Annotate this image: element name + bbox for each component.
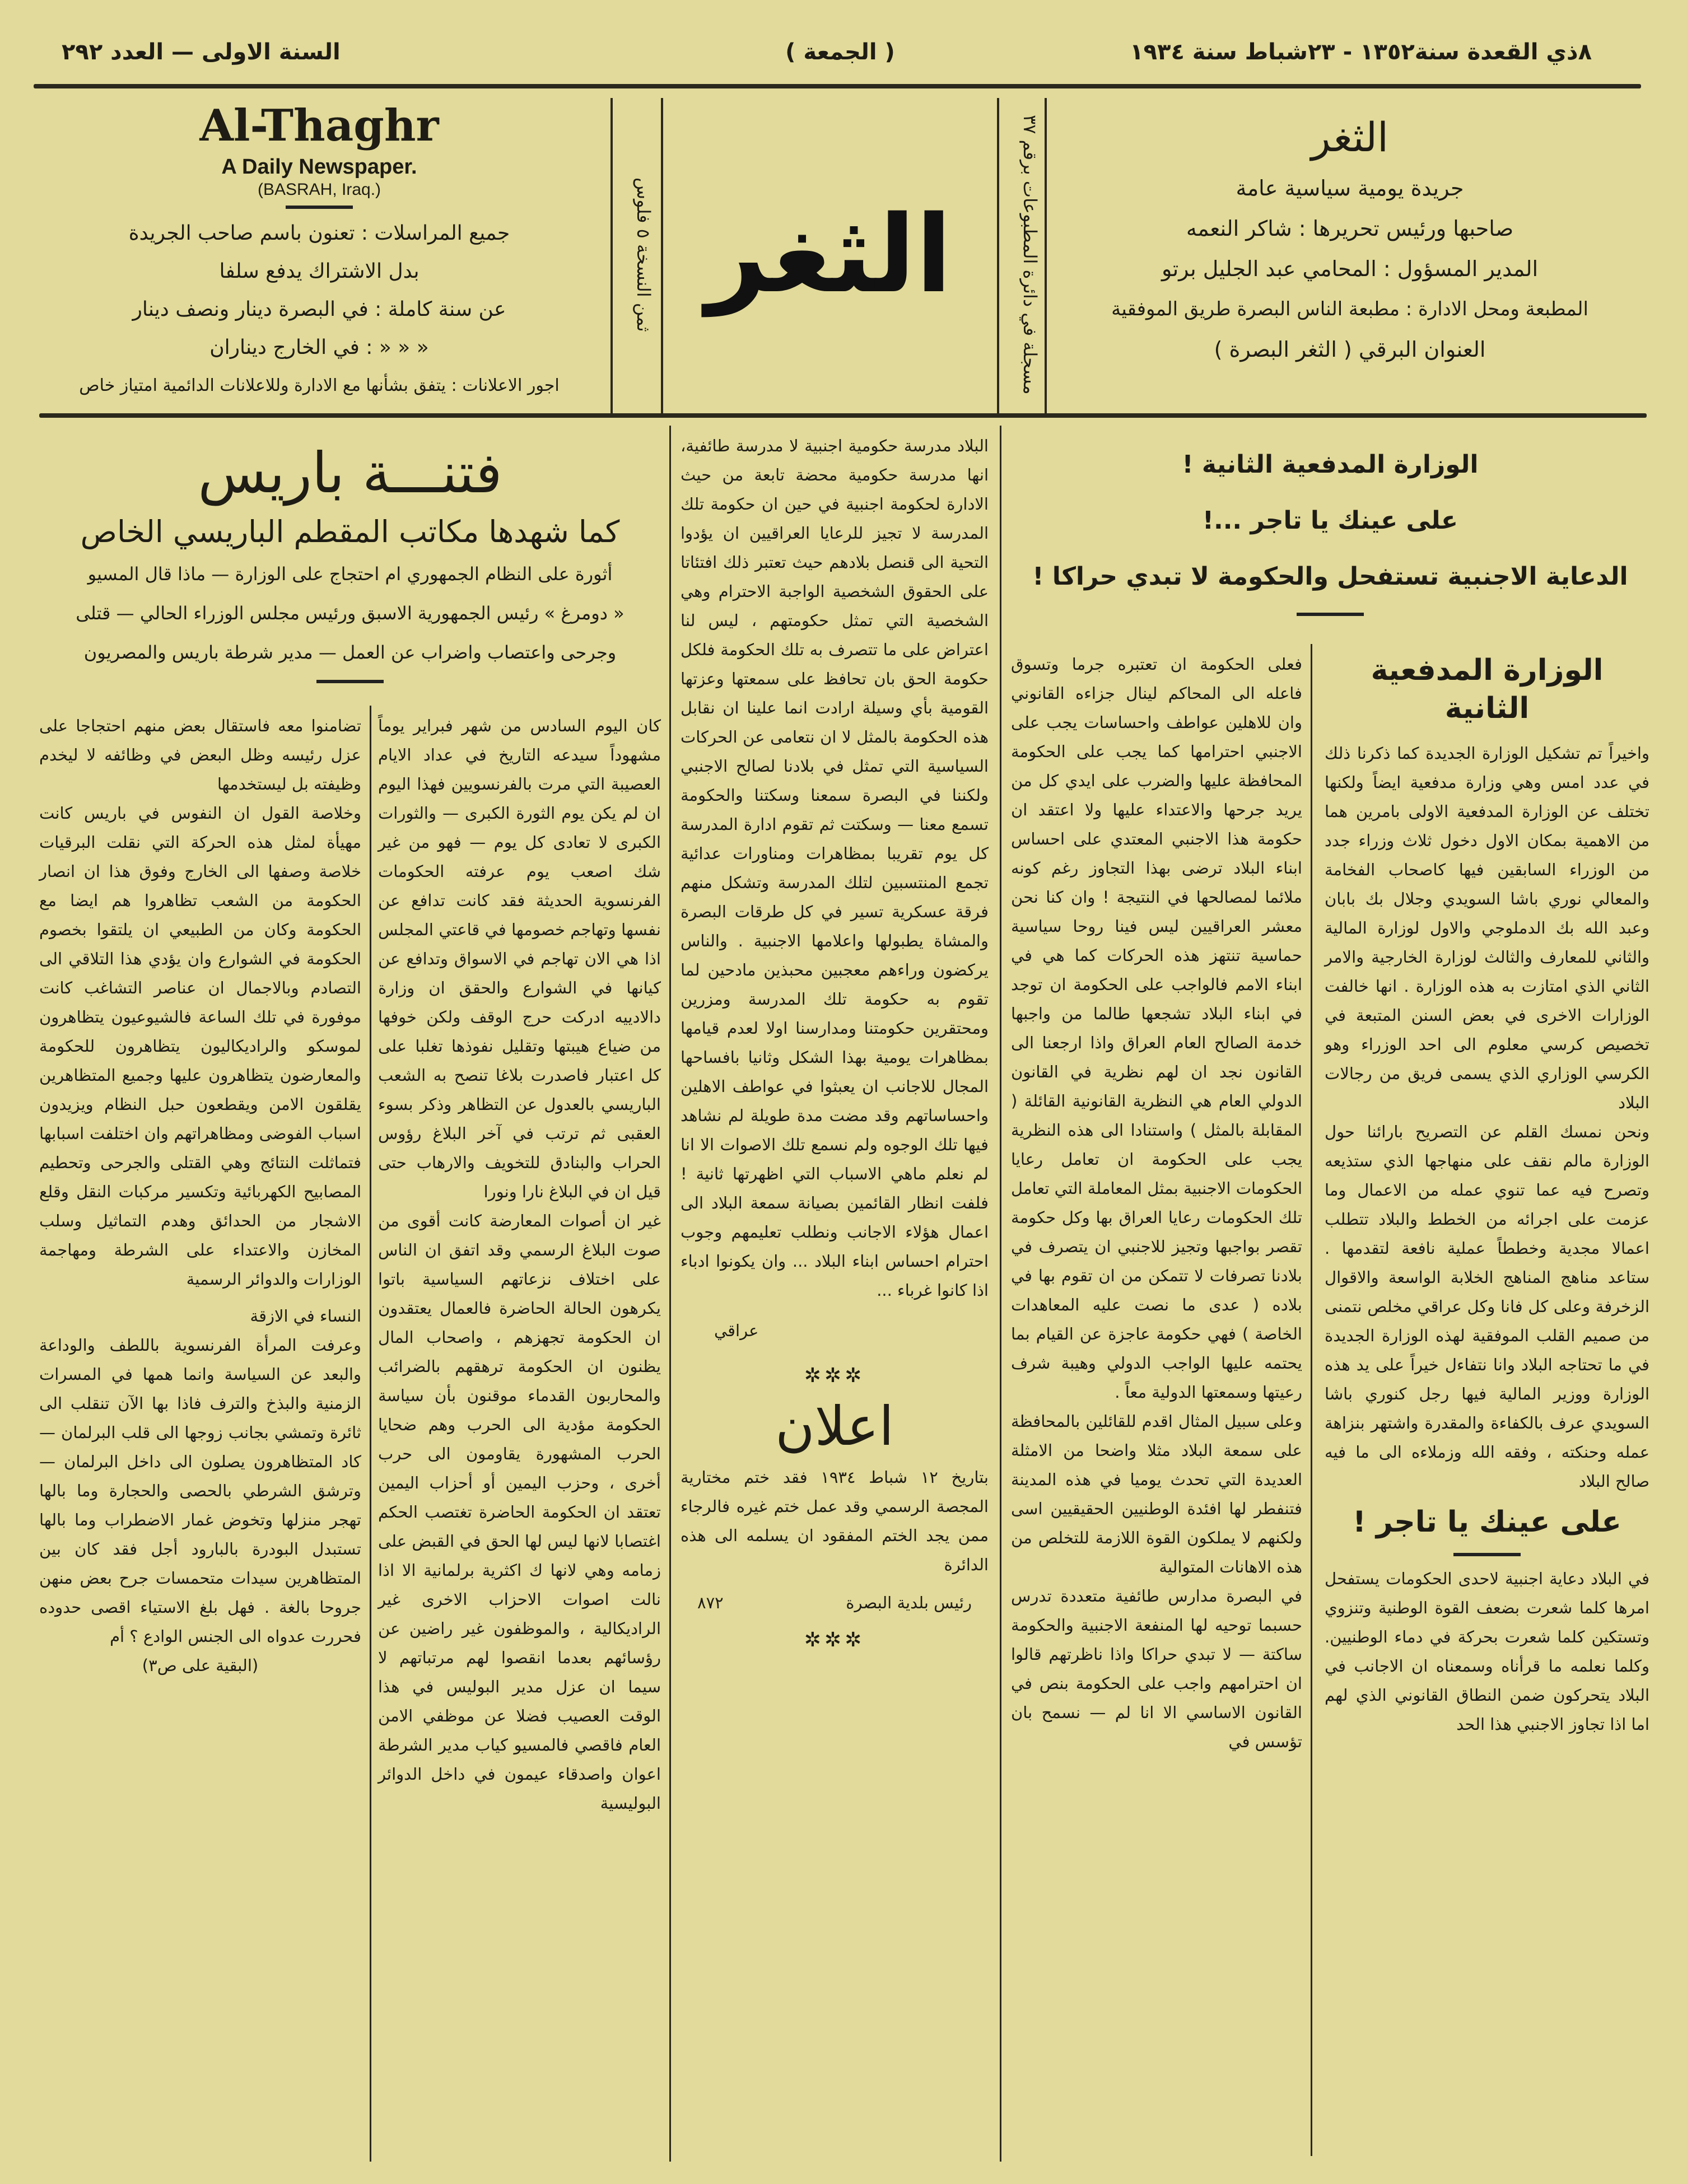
newspaper-logo: الثغر (706, 193, 952, 316)
masthead-line: المدير المسؤول : المحامي عبد الجليل برتو (1161, 256, 1539, 281)
divider (1297, 613, 1364, 616)
article-second-ministry (1325, 644, 1649, 1739)
divider (1453, 1553, 1521, 1556)
masthead-subtitle-en: A Daily Newspaper. (221, 155, 417, 179)
summary-line: « دومرغ » رئيس الجمهورية الاسبق ورئيس مجلس الوزراء الحالي — قتلى (76, 603, 625, 624)
masthead-title-en: Al-Thaghr (199, 100, 439, 151)
subheadline: كما شهدها مكاتب المقطم الباريسي الخاص (80, 514, 620, 549)
article-foreign-propaganda (1011, 650, 1302, 1756)
headline: على عينك يا تاجر ...! (1202, 506, 1458, 535)
masthead-info-right (1053, 106, 1647, 370)
ad-footer (697, 1588, 972, 1617)
ad-number: ٨٧٢ (697, 1593, 724, 1612)
column-divider (370, 706, 371, 2162)
lead-headlines (1008, 437, 1652, 624)
masthead-line: جريدة يومية سياسية عامة (1236, 176, 1464, 200)
divider (611, 98, 613, 414)
article-paragraph: في البصرة مدارس طائفية متعددة تدرس حسبما توحيه لها المنفعة الاجنبية والحكومة ساكتة — لا تبدي حراكا واذا ناظرتهم قالوا ان احترامهم واجب على الحكومة بنص في القانون الاساسي الا انا لم — نسمح بان تؤسس في (1011, 1586, 1302, 1751)
column-divider (1000, 426, 1001, 2162)
masthead-line: العنوان البرقي ( الثغر البصرة ) (1214, 337, 1486, 362)
divider (1045, 98, 1047, 414)
masthead-line: المطبعة ومحل الادارة : مطبعة الناس البصرة طريق الموفقية (1111, 298, 1588, 320)
article-paragraph: فعلى الحكومة ان تعتبره جرما وتسوق فاعله الى المحاكم لينال جزاءه القانوني وان للاهلين عواطف واحساسات يجب على الاجنبي احترامها كما يجب على الحكومة المحافظة عليها والضرب على ايدي كل من يريد جرحها والاعتداء عليها ولا اعتقد ان حكومة هذا الاجنبي المعتدي على احساس ابناء البلاد ترضى بهذا التجاوز رغم كونه ملائما لمصالحها في النتيجة ! وان كنا نحن معشر العراقيين ليس فينا روحا سياسية حماسية تنتهز هذه الحركات كما هي في ابناء الامم فالواجب على الحكومة ان توجد في ابناء البلاد تشجعها طالما من واجبها خدمة الصالح العام العراق واذا ارجعنا الى القانون نجد ان لهم نظرية في القانون الدولي العام هي النظرية القانونية القائلة ( المقابلة بالمثل ) واستنادا الى هذه النظرية يجب على الحكومة ان تعامل رعايا الحكومات الاجنبية بمثل المعاملة التي تعامل تلك الحكومات رعايا العراق بها وكل حكومة تقصر بواجبها وتجيز للاجنبي ان يتصرف في بلادنا تصرفات لا تتمكن من ان تقوم بها في بلاده ( عدى ما نصت عليه المعاهدات الخاصة ) فهي حكومة عاجزة عن القيام بما يحتمه عليها الواجب الدولي وهيبة شرف رعيتها وسمعتها الدولية معاً . (1011, 655, 1302, 1402)
divider (997, 98, 999, 414)
column-divider (669, 426, 671, 2162)
section-heading: النساء في الازقة (250, 1306, 361, 1326)
article-paragraph: وعلى سبيل المثال اقدم للقائلين بالمحافظة على سمعة البلاد مثلا واضحا من الامثلة العديدة التي تحدث يوميا في هذه المدينة فتنفطر لها افئدة الوطنيين الحقيقيين اسى ولكنهم لا يملكون القوة اللازمة للتخلص من هذه الاهانات المتوالية (1011, 1412, 1302, 1576)
masthead-line: صاحبها ورئيس تحريرها : شاكر النعمه (1186, 216, 1514, 241)
article-paragraph: غير ان أصوات المعارضة كانت أقوى من صوت البلاغ الرسمي وقد اتفق ان الناس على اختلاف نزعاتهم السياسية باتوا يكرهون الحالة الحاضرة فالعمال يعتقدون ان الحكومة تجهزهم ، واصحاب المال يظنون ان الحكومة ترهقهم بالضرائب والمحاربون القدماء موقنون بأن سياسة الحكومة مؤدية الى الحرب وهم ضحايا الحرب المشهورة يقاومون الى حرب أخرى ، وحزب اليمين أو أحزاب اليمين تعتقد ان الحكومة الحاضرة تغتصب الحكم اغتصابا لانها ليس لها الحق في القبض على زمامه وهي لانها ك اكثرية برلمانية الا اذا نالت اصوات الاحزاب الاخرى غير الراديكالية ، والموظفون غير راضين عن رؤسائهم بعدما انقصوا لهم مرتباتهم لا سيما ان عزل مدير البوليس في هذا الوقت العصيب فضلا عن موظفي الامن العام فاقصي فالمسيو كياب مدير الشرطة اعوان واصدقاء عيمون في داخل الدوائر البوليسية (378, 1211, 661, 1813)
masthead-top-rule (34, 84, 1641, 88)
masthead-title-ar: الثغر (1311, 114, 1389, 161)
divider (316, 680, 384, 683)
ad-title: اعلان (775, 1395, 894, 1458)
article-paragraph: وعرفت المرأة الفرنسوية باللطف والوداعة والبعد عن السياسة وانما همها في المسرات الزمنية والبذخ والترف فاذا بها الآن تنقلب الى ثائرة وتمشي بجانب زوجها الى قلب البرلمان — كاد المتظاهرون يصلون الى داخل البرلمان — وترشق الشرطي بالحصى والحجارة وما بالها تهجر منزلها وتخوض غمار الاضطراب وما بالها تستبدل البودرة بالبارود أجل فقد كان بين المتظاهرين سيدات متحمسات جرح بعض منهن جروحا بالغة . فهل بلغ الاستياء اقصى حدوده فحررت عدواه الى الجنس الوادع ؟ أم (39, 1336, 361, 1646)
masthead-line: اجور الاعلانات : يتفق بشأنها مع الادارة وللاعلانات الدائمية امتياز خاص (79, 376, 560, 395)
article-paris-part2 (39, 711, 361, 1680)
summary-line: وجرحى واعتصاب واضراب عن العمل — مدير شرطة باريس والمصريون (83, 642, 617, 663)
issue-day: ( الجمعة ) (785, 39, 895, 65)
issue-number: السنة الاولى — العدد ٢٩٢ (62, 39, 341, 65)
masthead-line: عن سنة كاملة : في البصرة دينار ونصف دينار (132, 298, 506, 321)
article-paragraph: واخيراً تم تشكيل الوزارة الجديدة كما ذكرنا ذلك في عدد امس وهي وزارة مدفعية ايضاً ولكنها تختلف عن الوزارة المدفعية الاولى بامرين هما من الاهمية بمكان الاول دخول ثلاث وزراء جدد من الوزراء السابقين فيها كاصحاب الفخامة والمعالي نوري باشا السويدي وجلال بك بابان وعبد الله بك الدملوجي والاول لوزارة المالية والثاني للمعارف والثالث لوزارة الخارجية والامر الثاني الذي امتازت به هذه الوزارة . انها خالفت الوزارات الاخرى في بعض السنن المتبعة في تخصيص كرسي معلوم الى احد الوزراء وهو الكرسي الوزاري الذي يسمى فريق من رجالات البلاد (1325, 744, 1649, 1113)
masthead-line: « « « : في الخارج ديناران (209, 336, 429, 359)
headline: الدعاية الاجنبية تستفحل والحكومة لا تبدي حراكا ! (1032, 562, 1628, 591)
headline: فتنـــة باريس (198, 440, 502, 506)
headline: الوزارة المدفعية الثانية ! (1182, 450, 1479, 479)
ornament-stars: ✲✲✲ (804, 1628, 865, 1651)
article-heading: الوزارة المدفعية الثانية (1371, 654, 1604, 725)
ornament-stars: ✲✲✲ (804, 1364, 865, 1387)
price-note: ثمن النسخة ٥ فلوس (633, 178, 654, 332)
masthead-line: جميع المراسلات : تعنون باسم صاحب الجريدة (128, 222, 510, 245)
masthead-place-en: (BASRAH, Iraq.) (257, 180, 381, 199)
article-paragraph: في البلاد دعاية اجنبية لاحدى الحكومات يستفحل امرها كلما شعرت بضعف القوة الوطنية وتنزوي وتستكين كلما شعرت بحركة في دماء الوطنيين. وكلما نعلمه ما قرأناه وسمعناه ان الاجانب في البلاد يتحركون ضمن النطاق القانوني الذي لهم اما اذا تجاوز الاجنبي هذا الحد (1325, 1569, 1649, 1734)
article-paragraph: ونحن نمسك القلم عن التصريح بارائنا حول الوزارة مالم نقف على منهاجها الذي ستذيعه وتصرح فيه عما تنوي عمله من الاعمال وما عزمت على اجرائه من الخطط والبلاد تتطلب اعمالا مجدية وخططاً عملية نافعة لتقدمها . ستاعد مناهج المناهج الخلابة الواسعة والاقوال الزخرفة وعلى كل فانا وكل عراقي مخلص نتمنى من صميم القلب الموفقية لهذه الوزارة الجديدة في ما تحتاجه البلاد وانا نتفاءل خيراً على يد هذه الوزارة ووزير المالية فيها رجل كنوري باشا السويدي عرف بالكفاءة والمقدرة واشتهر بنزاهة عمله وحنكته ، وفقه الله وزملاءه الى ما فيه صالح البلاد (1325, 1122, 1649, 1491)
issue-date: ٨ذي القعدة سنة١٣٥٢ - ٢٣شباط سنة ١٩٣٤ (1130, 39, 1592, 65)
column-divider (1311, 644, 1312, 2156)
article-paragraph: تضامنوا معه فاستقال بعض منهم احتجاجا على عزل رئيسه وظل البعض في وظائفه لا ليخدم وظيفته بل ليستخدمها (39, 716, 361, 794)
article-foreign-school (681, 431, 989, 1654)
paris-article-header (39, 437, 661, 691)
article-signature: عراقي (714, 1321, 759, 1340)
masthead-info-left (34, 98, 605, 405)
masthead-bottom-rule (39, 413, 1647, 418)
divider (661, 98, 663, 414)
registration-note: مسجلة في دائرة المطبوعات برقم ٣٧ (1019, 115, 1041, 395)
article-paris-part1 (378, 711, 661, 1818)
ad-body: بتاريخ ١٢ شباط ١٩٣٤ فقد ختم مختارية المجصة الرسمي وقد عمل ختم غيره فالرجاء ممن يجد الختم المفقود ان يسلمه الى هذه الدائرة (681, 1468, 989, 1574)
masthead-line: بدل الاشتراك يدفع سلفا (219, 260, 420, 283)
summary-line: أثورة على النظام الجمهوري ام احتجاج على الوزارة — ماذا قال المسيو (87, 563, 613, 585)
article-paragraph: كان اليوم السادس من شهر فبراير يوماً مشهوداً سيدعه التاريخ في عداد الايام العصيبة التي مرت بالفرنسويين فهذا اليوم ان لم يكن يوم الثورة الكبرى — والثورات الكبرى لا تعادى كل يوم — فهو من غير شك اصعب يوم عرفته الحكومات الفرنسوية الحديثة فقد كانت تدافع عن نفسها وتهاجم خصومها في قاعتي المجلس اذا هي الان تهاجم في الاسواق وتدافع عن كيانها في الشوارع والحقق ان وزارة دالادييه ادركت حرج الوقف ولكن خوفها من ضياع هيبتها وتقليل نفوذها تغلبا على كل اعتبار فاصدرت بلاغا تنصح به الشعب الباريسي بالعدول عن التظاهر وذكر بسوء العقبى ثم ترتب في آخر البلاغ رؤوس الحراب والبنادق للتخويف والارهاب حتى قيل ان في البلاغ نارا ونورا (378, 716, 661, 1201)
continued-note: (البقية على ص٣) (142, 1656, 259, 1675)
article-paragraph: البلاد مدرسة حكومية اجنبية لا مدرسة طائفية، انها مدرسة حكومية محضة تابعة من حيث الادارة لحكومة اجنبية في حين ان حكومة تلك المدرسة لا تجيز للرعايا العراقيين ان يؤدوا التحية الى قنصل بلادهم حيث تعتبر ذلك افتئاتا على الحقوق الشخصية الواجبة الاحترام وهي الشخصية التي تمثل حكومتهم ، ليس لنا اعتراض على ما تتصرف به تلك الحكومة فلكل حكومة الحق بان تحافظ على سمعتها وعزتها القومية بأي وسيلة ارادت انما علينا ان نقابل هذه الحكومة بالمثل لا ان نتعامى عن الحركات السياسية التي تمثل في بلادنا لصالح الاجنبي ولكننا في البصرة سمعنا وسكتنا والحكومة تسمع معنا — وسكتت ثم تقوم ادارة المدرسة كل يوم تقريبا بمظاهرات ومناورات عدائية تجمع المنتسبين لتلك المدرسة وتشكل منهم فرقة عسكرية تسير في كل طرقات البصرة والمشاة يطبولها واعلامها الاجنبية . والناس يركضون وراءهم معجبين محبذين مادحين لما تقوم به حكومة تلك المدرسة ومزرين ومحتقرين حكومتنا ومدارسنا اولا لعدم قيامها بمظاهرات يومية بهذا الشكل وثانيا بافساحها المجال للاجانب ان يعبثوا في عواطف الاهلين واحساساتهم وقد مضت مدة طويلة لم نشاهد فيها تلك الوجوه ولم نسمع تلك الاصوات الا انا لم نعلم ماهي الاسباب التي اظهرتها ثانية ! فلفت انظار القائمين بصيانة سمعة البلاد الى اعمال هؤلاء الاجانب ونطلب تعليمهم وجوب احترام احساس ابناء البلاد ... وان يكونوا ادباء اذا كانوا غرباء ... (681, 436, 989, 1300)
article-heading: على عينك يا تاجر ! (1353, 1505, 1621, 1539)
divider (286, 206, 353, 209)
article-paragraph: وخلاصة القول ان النفوس في باريس كانت مهيأة لمثل هذه الحركة التي نقلت البرقيات خلاصة وصفها الى الخارج وفوق هذا ان انصار الحكومة من الشعب تظاهروا هم ايضا مع الحكومة وكان من الطبيعي ان يلتقوا بخصوم الحكومة في الشوارع وان يؤدي هذا التلاقي الى التصادم وبالاجمال ان عناصر التشاغب كانت موفورة في تلك الساعة فالشيوعيون يتظاهرون لموسكو والراديكاليون يتظاهرون للحكومة والمعارضون يتظاهرون عليها وجميع المتظاهرين يقلقون الامن ويقطعون حبل النظام ويزيدون اسباب الفوضى ومظاهراتهم وان اختلفت اسبابها فتماثلت النتائج وهي القتلى والجرحى وتحطيم المصابيح الكهربائية وتكسير مركبات النقل وقلع الاشجار من الحدائق وهدم التماثيل وسلب المخازن والاعتداء على الشرطة ومهاجمة الوزارات والدوائر الرسمية (39, 804, 361, 1289)
ad-signer: رئيس بلدية البصرة (846, 1593, 972, 1612)
